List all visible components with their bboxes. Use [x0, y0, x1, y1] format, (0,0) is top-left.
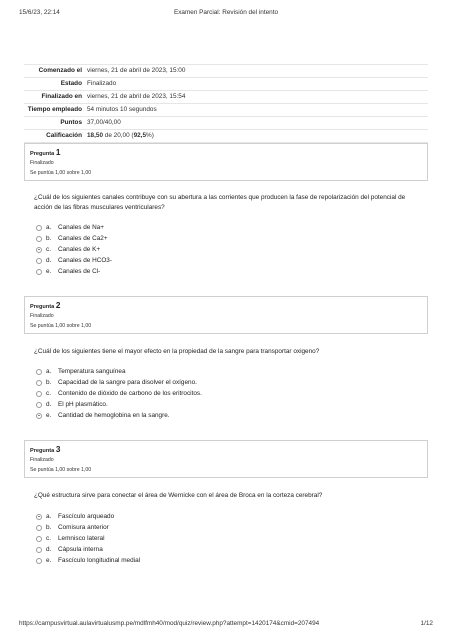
summary-value: 54 minutos 10 segundos — [87, 106, 157, 113]
answer-options — [36, 511, 140, 566]
option-text: Fascículo longitudinal medial — [58, 557, 141, 564]
option-text: Canales de K+ — [58, 246, 101, 253]
question-info-box — [24, 440, 428, 478]
question-grade: Se puntúa 1,00 sobre 1,00 — [30, 323, 92, 329]
radio-button[interactable] — [36, 380, 42, 386]
option-letter: d. — [46, 546, 52, 553]
page-number: 1/12 — [420, 620, 433, 627]
option-text: Canales de HCO3- — [58, 257, 112, 264]
option-letter: a. — [46, 513, 52, 520]
answer-option[interactable] — [36, 366, 202, 377]
option-letter: a. — [46, 368, 52, 375]
question-text: ¿Qué estructura sirve para conectar el área de Wernicke con el área de Broca en la corteza cerebral? — [34, 492, 323, 499]
summary-row-grade — [24, 129, 428, 143]
summary-row-finished — [24, 90, 428, 103]
summary-value: 37,00/40,00 — [87, 119, 121, 126]
answer-option[interactable] — [36, 410, 202, 421]
question-state: Finalizado — [30, 160, 54, 166]
radio-button-selected[interactable] — [36, 413, 42, 419]
answer-option[interactable] — [36, 266, 112, 277]
question-title: Pregunta 2 — [30, 301, 61, 310]
answer-option[interactable] — [36, 244, 112, 255]
answer-option[interactable] — [36, 522, 140, 533]
answer-option[interactable] — [36, 255, 112, 266]
option-letter: b. — [46, 379, 52, 386]
option-text: Lemnisco lateral — [58, 535, 105, 542]
summary-label: Calificación — [46, 132, 82, 139]
option-letter: b. — [46, 524, 52, 531]
print-datetime: 15/6/23, 22:14 — [19, 9, 60, 16]
answer-options — [36, 366, 202, 421]
option-letter: e. — [46, 412, 52, 419]
page-url: https://campusvirtual.aulavirtualusmp.pe/mdlfmh40/mod/quiz/review.php?attempt=1420174&cmid=207494 — [19, 620, 320, 627]
answer-option[interactable] — [36, 544, 140, 555]
summary-label: Finalizado en — [41, 93, 82, 100]
radio-button[interactable] — [36, 225, 42, 231]
answer-option[interactable] — [36, 233, 112, 244]
option-letter: c. — [46, 390, 51, 397]
grade-score: 18,50 — [87, 132, 103, 139]
option-text: Canales de Cl- — [58, 268, 101, 275]
attempt-summary-table — [24, 64, 428, 143]
answer-option[interactable] — [36, 222, 112, 233]
radio-button[interactable] — [36, 525, 42, 531]
option-letter: e. — [46, 557, 52, 564]
summary-value: Finalizado — [87, 80, 117, 87]
radio-button[interactable] — [36, 547, 42, 553]
answer-option[interactable] — [36, 388, 202, 399]
radio-button[interactable] — [36, 269, 42, 275]
option-text: El pH plasmático. — [58, 401, 108, 408]
radio-button[interactable] — [36, 369, 42, 375]
question-info-box — [24, 143, 428, 181]
question-number: 1 — [55, 148, 61, 157]
summary-value: viernes, 21 de abril de 2023, 15:00 — [87, 67, 186, 74]
option-letter: a. — [46, 224, 52, 231]
option-letter: e. — [46, 268, 52, 275]
question-grade: Se puntúa 1,00 sobre 1,00 — [30, 467, 92, 473]
print-footer — [19, 620, 433, 630]
radio-button-selected[interactable] — [36, 514, 42, 520]
answer-option[interactable] — [36, 533, 140, 544]
option-text: Cantidad de hemoglobina en la sangre. — [58, 412, 170, 419]
radio-button[interactable] — [36, 391, 42, 397]
question-state: Finalizado — [30, 457, 54, 463]
question-number: 2 — [55, 301, 61, 310]
option-text: Canales de Na+ — [58, 224, 105, 231]
radio-button[interactable] — [36, 258, 42, 264]
answer-option[interactable] — [36, 555, 140, 566]
print-title: Examen Parcial: Revisión del intento — [173, 9, 279, 16]
answer-options — [36, 222, 112, 277]
option-letter: c. — [46, 246, 51, 253]
radio-button[interactable] — [36, 236, 42, 242]
option-text: Comisura anterior — [58, 524, 109, 531]
radio-button[interactable] — [36, 558, 42, 564]
radio-button-selected[interactable] — [36, 247, 42, 253]
radio-button[interactable] — [36, 402, 42, 408]
summary-label: Comenzado el — [38, 67, 82, 74]
option-text: Canales de Ca2+ — [58, 235, 108, 242]
option-text: Contenido de dióxido de carbono de los eritrocitos. — [58, 390, 202, 397]
summary-value — [86, 132, 428, 140]
option-letter: c. — [46, 535, 51, 542]
question-grade: Se puntúa 1,00 sobre 1,00 — [30, 170, 92, 176]
summary-value: viernes, 21 de abril de 2023, 15:54 — [87, 93, 186, 100]
question-number: 3 — [55, 445, 61, 454]
question-title: Pregunta 3 — [30, 445, 61, 454]
option-text: Cápsula interna — [58, 546, 103, 553]
summary-row-points — [24, 116, 428, 129]
answer-option[interactable] — [36, 399, 202, 410]
question-title: Pregunta 1 — [30, 148, 61, 157]
answer-option[interactable] — [36, 377, 202, 388]
answer-option[interactable] — [36, 511, 140, 522]
summary-row-started — [24, 64, 428, 77]
grade-percent: 92,5 — [133, 132, 147, 139]
option-letter: b. — [46, 235, 52, 242]
print-header — [19, 9, 433, 19]
grade-max: de 20,00 ( — [103, 132, 134, 139]
question-text: ¿Cuál de los siguientes tiene el mayor efecto en la propiedad de la sangre para transportar oxigeno? — [34, 348, 320, 355]
summary-label: Tiempo empleado — [27, 106, 82, 113]
option-text: Capacidad de la sangre para disolver el oxígeno. — [58, 379, 197, 386]
option-letter: d. — [46, 257, 52, 264]
question-text: ¿Cuál de los siguientes canales contribuye con su abertura a las corrientes que producen la fase de repolarización del potencial de acción de las fibras musculares ventriculares? — [34, 194, 406, 211]
summary-row-state — [24, 77, 428, 90]
summary-label: Estado — [60, 80, 82, 87]
question-info-box — [24, 296, 428, 334]
option-text: Fascículo arqueado — [58, 513, 115, 520]
radio-button[interactable] — [36, 536, 42, 542]
grade-close: %) — [146, 132, 154, 139]
option-letter: d. — [46, 401, 52, 408]
question-state: Finalizado — [30, 313, 54, 319]
summary-label: Puntos — [60, 119, 82, 126]
option-text: Temperatura sanguínea — [58, 368, 126, 375]
summary-row-time — [24, 103, 428, 116]
